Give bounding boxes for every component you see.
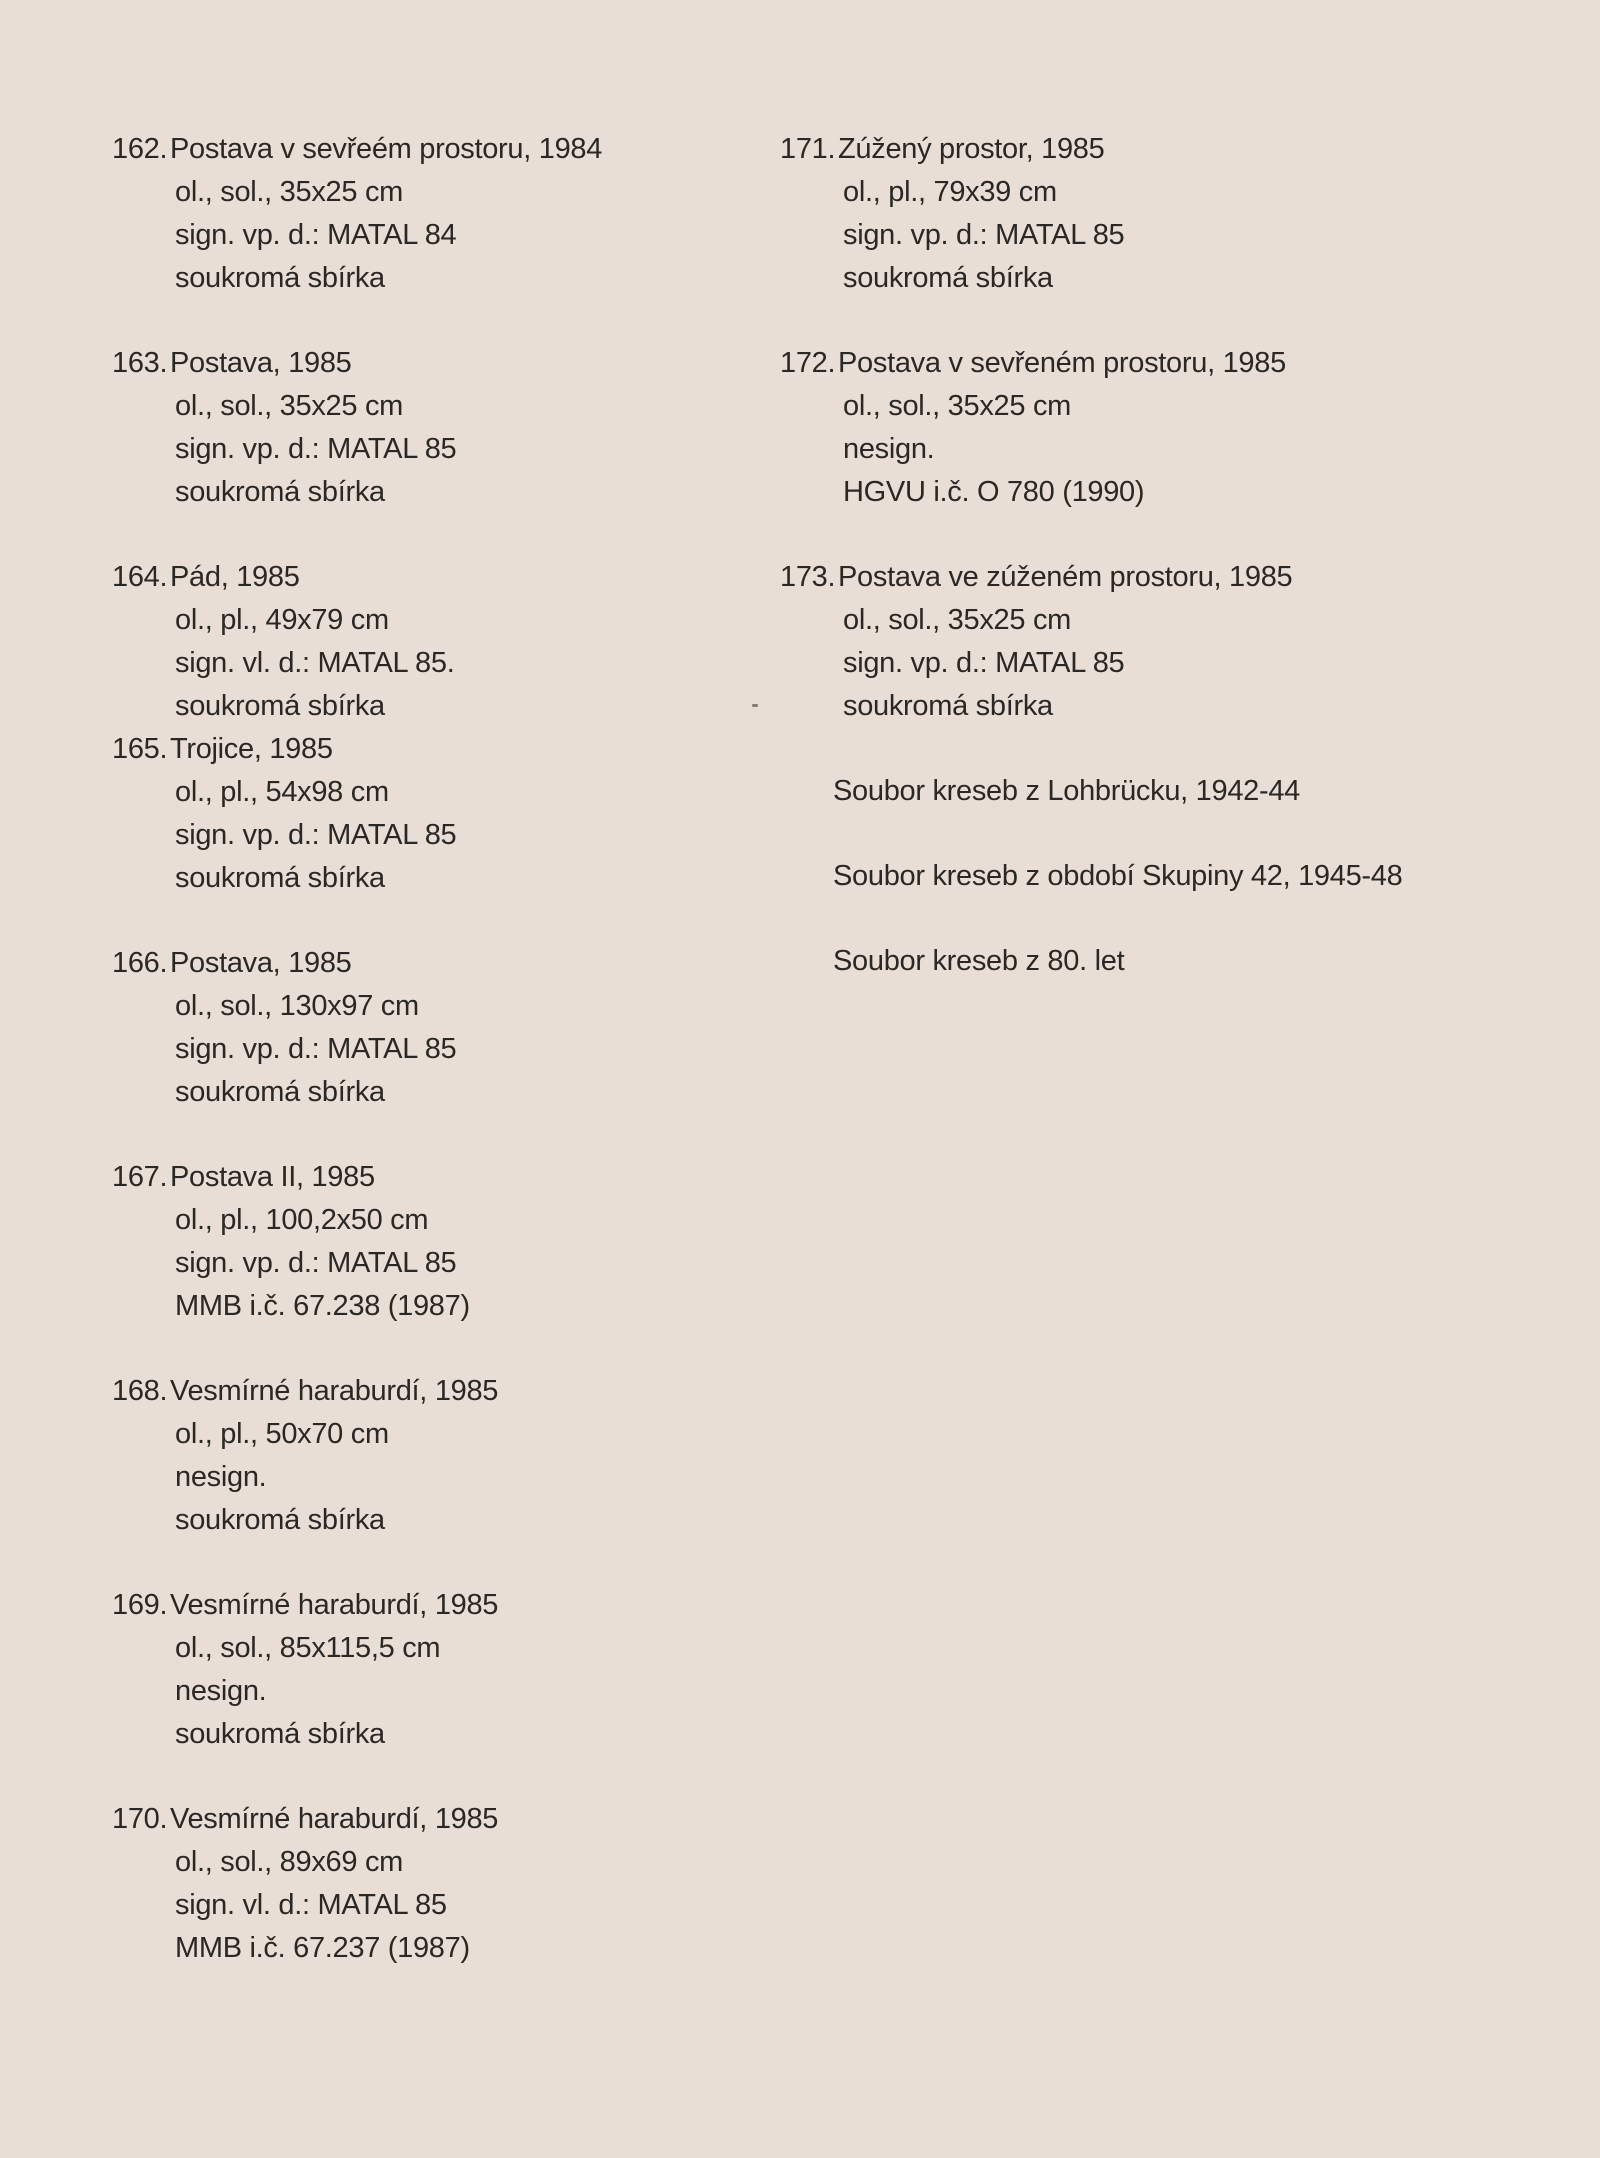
entry-title: Postava, 1985	[170, 947, 352, 979]
entry-medium: ol., sol., 35x25 cm	[175, 176, 404, 208]
entry-owner: MMB i.č. 67.237 (1987)	[175, 1932, 470, 1964]
entry-number: 169.	[112, 1589, 168, 1621]
entry-medium: ol., pl., 49x79 cm	[175, 604, 389, 636]
entry-signature: nesign.	[175, 1461, 267, 1493]
entry-title: Vesmírné haraburdí, 1985	[170, 1375, 499, 1407]
entry-number: 172.	[780, 347, 836, 379]
entry-signature: sign. vp. d.: MATAL 85	[843, 647, 1125, 679]
entry-medium: ol., sol., 35x25 cm	[843, 390, 1072, 422]
catalog-entry	[112, 1370, 752, 1542]
entry-signature: sign. vp. d.: MATAL 85	[175, 819, 457, 851]
entry-number: 171.	[780, 133, 836, 165]
entry-signature: sign. vp. d.: MATAL 84	[175, 219, 457, 251]
drawing-set-80s: Soubor kreseb z 80. let	[833, 945, 1125, 977]
entry-owner: soukromá sbírka	[175, 690, 385, 722]
entry-medium: ol., sol., 130x97 cm	[175, 990, 419, 1022]
entry-medium: ol., sol., 35x25 cm	[175, 390, 404, 422]
drawing-set-skupina-42: Soubor kreseb z období Skupiny 42, 1945-48	[833, 860, 1403, 892]
entry-number: 167.	[112, 1161, 168, 1193]
entry-number: 168.	[112, 1375, 168, 1407]
entry-medium: ol., pl., 50x70 cm	[175, 1418, 389, 1450]
entry-owner: soukromá sbírka	[175, 1718, 385, 1750]
entry-owner: soukromá sbírka	[843, 690, 1053, 722]
entry-signature: sign. vp. d.: MATAL 85	[175, 1247, 457, 1279]
entry-medium: ol., sol., 85x115,5 cm	[175, 1632, 441, 1664]
left-column	[112, 128, 752, 1970]
entry-title: Postava v sevřeém prostoru, 1984	[170, 133, 603, 165]
catalog-entry	[112, 128, 752, 300]
entry-title: Vesmírné haraburdí, 1985	[170, 1589, 499, 1621]
catalog-entry	[112, 942, 752, 1114]
entry-number: 173.	[780, 561, 836, 593]
entry-title: Zúžený prostor, 1985	[838, 133, 1105, 165]
catalog-entry	[780, 128, 1500, 300]
catalog-entry	[112, 1798, 752, 1970]
entry-medium: ol., pl., 54x98 cm	[175, 776, 389, 808]
entry-number: 170.	[112, 1803, 168, 1835]
entry-signature: sign. vl. d.: MATAL 85.	[175, 647, 455, 679]
catalog-entry	[112, 1156, 752, 1328]
entry-title: Postava ve zúženém prostoru, 1985	[838, 561, 1293, 593]
catalog-entry	[112, 1584, 752, 1756]
entry-owner: soukromá sbírka	[175, 862, 385, 894]
right-column	[780, 128, 1500, 1025]
entry-title: Pád, 1985	[170, 561, 300, 593]
entry-signature: sign. vp. d.: MATAL 85	[175, 1033, 457, 1065]
entry-signature: nesign.	[175, 1675, 267, 1707]
entry-owner: soukromá sbírka	[175, 262, 385, 294]
entry-owner: soukromá sbírka	[175, 476, 385, 508]
entry-number: 162.	[112, 133, 168, 165]
entry-signature: sign. vl. d.: MATAL 85	[175, 1889, 447, 1921]
entry-title: Postava v sevřeném prostoru, 1985	[838, 347, 1286, 379]
entry-number: 164.	[112, 561, 168, 593]
entry-medium: ol., sol., 89x69 cm	[175, 1846, 404, 1878]
entry-number: 163.	[112, 347, 168, 379]
paper-speck	[752, 704, 758, 707]
catalog-entry	[112, 728, 752, 900]
entry-signature: nesign.	[843, 433, 935, 465]
catalog-entry	[780, 342, 1500, 514]
entry-owner: soukromá sbírka	[175, 1076, 385, 1108]
catalog-entry	[112, 556, 752, 728]
entry-owner: MMB i.č. 67.238 (1987)	[175, 1290, 470, 1322]
entry-number: 165.	[112, 733, 168, 765]
entry-title: Postava II, 1985	[170, 1161, 375, 1193]
entry-number: 166.	[112, 947, 168, 979]
catalog-entry	[112, 342, 752, 514]
entry-medium: ol., pl., 79x39 cm	[843, 176, 1057, 208]
entry-owner: HGVU i.č. O 780 (1990)	[843, 476, 1145, 508]
entry-medium: ol., sol., 35x25 cm	[843, 604, 1072, 636]
entry-owner: soukromá sbírka	[843, 262, 1053, 294]
entry-owner: soukromá sbírka	[175, 1504, 385, 1536]
entry-title: Vesmírné haraburdí, 1985	[170, 1803, 499, 1835]
entry-title: Trojice, 1985	[170, 733, 333, 765]
entry-signature: sign. vp. d.: MATAL 85	[843, 219, 1125, 251]
catalog-entry	[780, 556, 1500, 728]
entry-title: Postava, 1985	[170, 347, 352, 379]
drawing-set-lohbruck: Soubor kreseb z Lohbrücku, 1942-44	[833, 775, 1300, 807]
entry-signature: sign. vp. d.: MATAL 85	[175, 433, 457, 465]
entry-medium: ol., pl., 100,2x50 cm	[175, 1204, 429, 1236]
